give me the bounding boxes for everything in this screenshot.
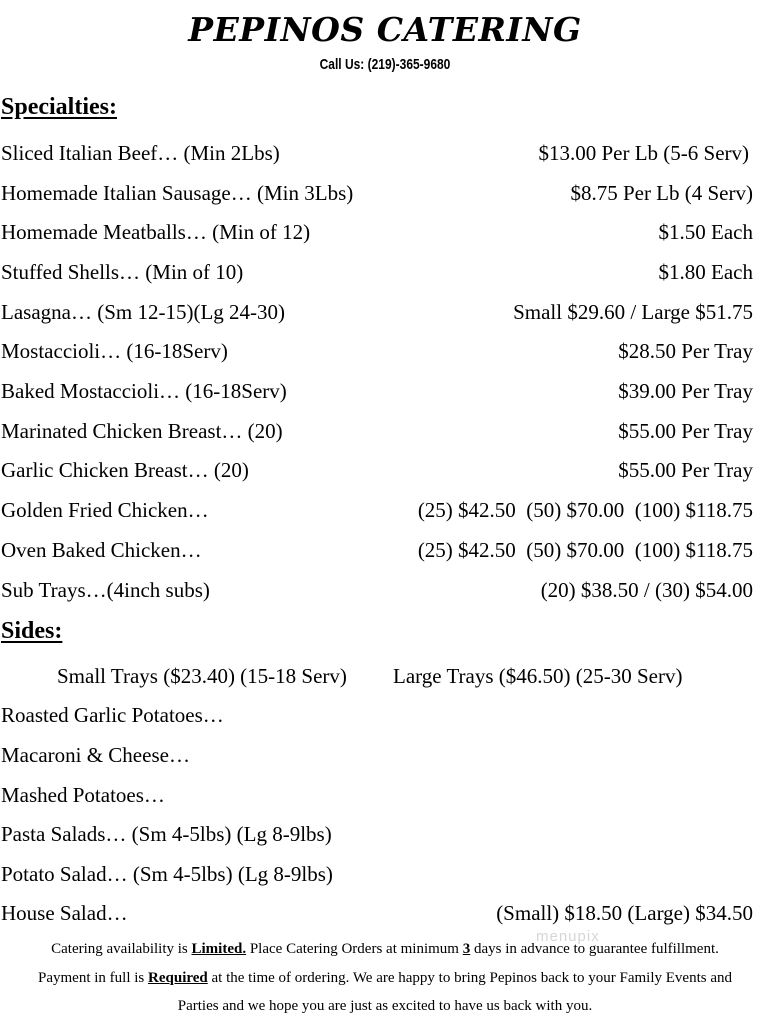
item-name: Roasted Garlic Potatoes… — [1, 703, 224, 727]
item-price: (20) $38.50 / (30) $54.00 — [540, 578, 753, 602]
item-price: $1.80 Each — [658, 260, 753, 284]
footer-line-1 — [0, 939, 770, 959]
menu-item — [1, 138, 753, 168]
item-price: $13.00 Per Lb (5-6 Serv) — [538, 141, 749, 165]
menu-item — [1, 740, 753, 770]
large-trays: Large Trays ($46.50) (25-30 Serv) — [393, 664, 683, 688]
footer-text: Place Catering Orders at minimum — [246, 941, 463, 957]
menu-item — [1, 575, 753, 605]
item-price: $1.50 Each — [658, 220, 753, 244]
item-name: House Salad… — [1, 901, 128, 925]
item-price: $55.00 Per Tray — [618, 458, 753, 482]
menu-item — [1, 217, 753, 247]
small-trays: Small Trays ($23.40) (15-18 Serv) — [57, 664, 347, 688]
menu-item — [1, 495, 753, 525]
specialties-heading: Specialties: — [1, 94, 117, 120]
item-name: Baked Mostaccioli… (16-18Serv) — [1, 379, 287, 403]
footer-text: at the time of ordering. We are happy to bring Pepinos back to your Family Events and — [207, 970, 732, 986]
menu-item — [1, 455, 753, 485]
footer-line-2 — [0, 968, 770, 988]
tray-sizes — [0, 661, 770, 691]
menu-item — [1, 297, 753, 327]
phone-number: Call Us: (219)-365-9680 — [319, 56, 451, 73]
menu-item — [1, 780, 753, 810]
menu-item — [1, 898, 753, 928]
sides-heading: Sides: — [1, 618, 63, 644]
menu-item — [1, 819, 753, 849]
menu-item — [1, 700, 753, 730]
footer-text: Payment in full is — [38, 970, 149, 986]
footer-text: days in advance to guarantee fulfillment. — [470, 941, 719, 957]
item-name: Stuffed Shells… (Min of 10) — [1, 260, 244, 284]
item-name: Macaroni & Cheese… — [1, 743, 190, 767]
item-name: Lasagna… (Sm 12-15)(Lg 24-30) — [1, 300, 286, 324]
menu-item — [1, 859, 753, 889]
menu-item — [1, 416, 753, 446]
item-name: Golden Fried Chicken… — [1, 498, 209, 522]
item-price: $28.50 Per Tray — [618, 339, 753, 363]
item-price: $39.00 Per Tray — [618, 379, 753, 403]
item-name: Sub Trays…(4inch subs) — [1, 578, 210, 602]
footer-line-3: Parties and we hope you are just as excited to have us back with you. — [177, 998, 593, 1014]
menu-item — [1, 336, 753, 366]
menu-item — [1, 535, 753, 565]
item-price: (25) $42.50 (50) $70.00 (100) $118.75 — [417, 538, 753, 562]
item-name: Mashed Potatoes… — [1, 783, 165, 807]
item-name: Marinated Chicken Breast… (20) — [1, 419, 283, 443]
footer-emphasis: 3 — [462, 941, 471, 957]
menu-title: PEPINOS CATERING — [188, 10, 582, 49]
watermark: menupix — [536, 928, 600, 945]
item-price: $8.75 Per Lb (4 Serv) — [570, 181, 753, 205]
item-name: Sliced Italian Beef… (Min 2Lbs) — [1, 141, 280, 165]
item-name: Potato Salad… (Sm 4-5lbs) (Lg 8-9lbs) — [1, 862, 333, 886]
menu-item — [1, 257, 753, 287]
item-name: Garlic Chicken Breast… (20) — [1, 458, 249, 482]
item-name: Oven Baked Chicken… — [1, 538, 202, 562]
item-price: $55.00 Per Tray — [618, 419, 753, 443]
item-name: Mostaccioli… (16-18Serv) — [1, 339, 228, 363]
item-name: Homemade Italian Sausage… (Min 3Lbs) — [1, 181, 354, 205]
item-price: Small $29.60 / Large $51.75 — [513, 300, 753, 324]
item-name: Pasta Salads… (Sm 4-5lbs) (Lg 8-9lbs) — [1, 822, 332, 846]
menu-item — [1, 376, 753, 406]
menu-item — [1, 178, 753, 208]
item-price: (Small) $18.50 (Large) $34.50 — [496, 901, 753, 925]
footer-text: Catering availability is — [51, 941, 192, 957]
item-price: (25) $42.50 (50) $70.00 (100) $118.75 — [417, 498, 753, 522]
item-name: Homemade Meatballs… (Min of 12) — [1, 220, 311, 244]
footer-emphasis: Limited. — [191, 941, 247, 957]
footer-emphasis: Required — [148, 970, 208, 986]
